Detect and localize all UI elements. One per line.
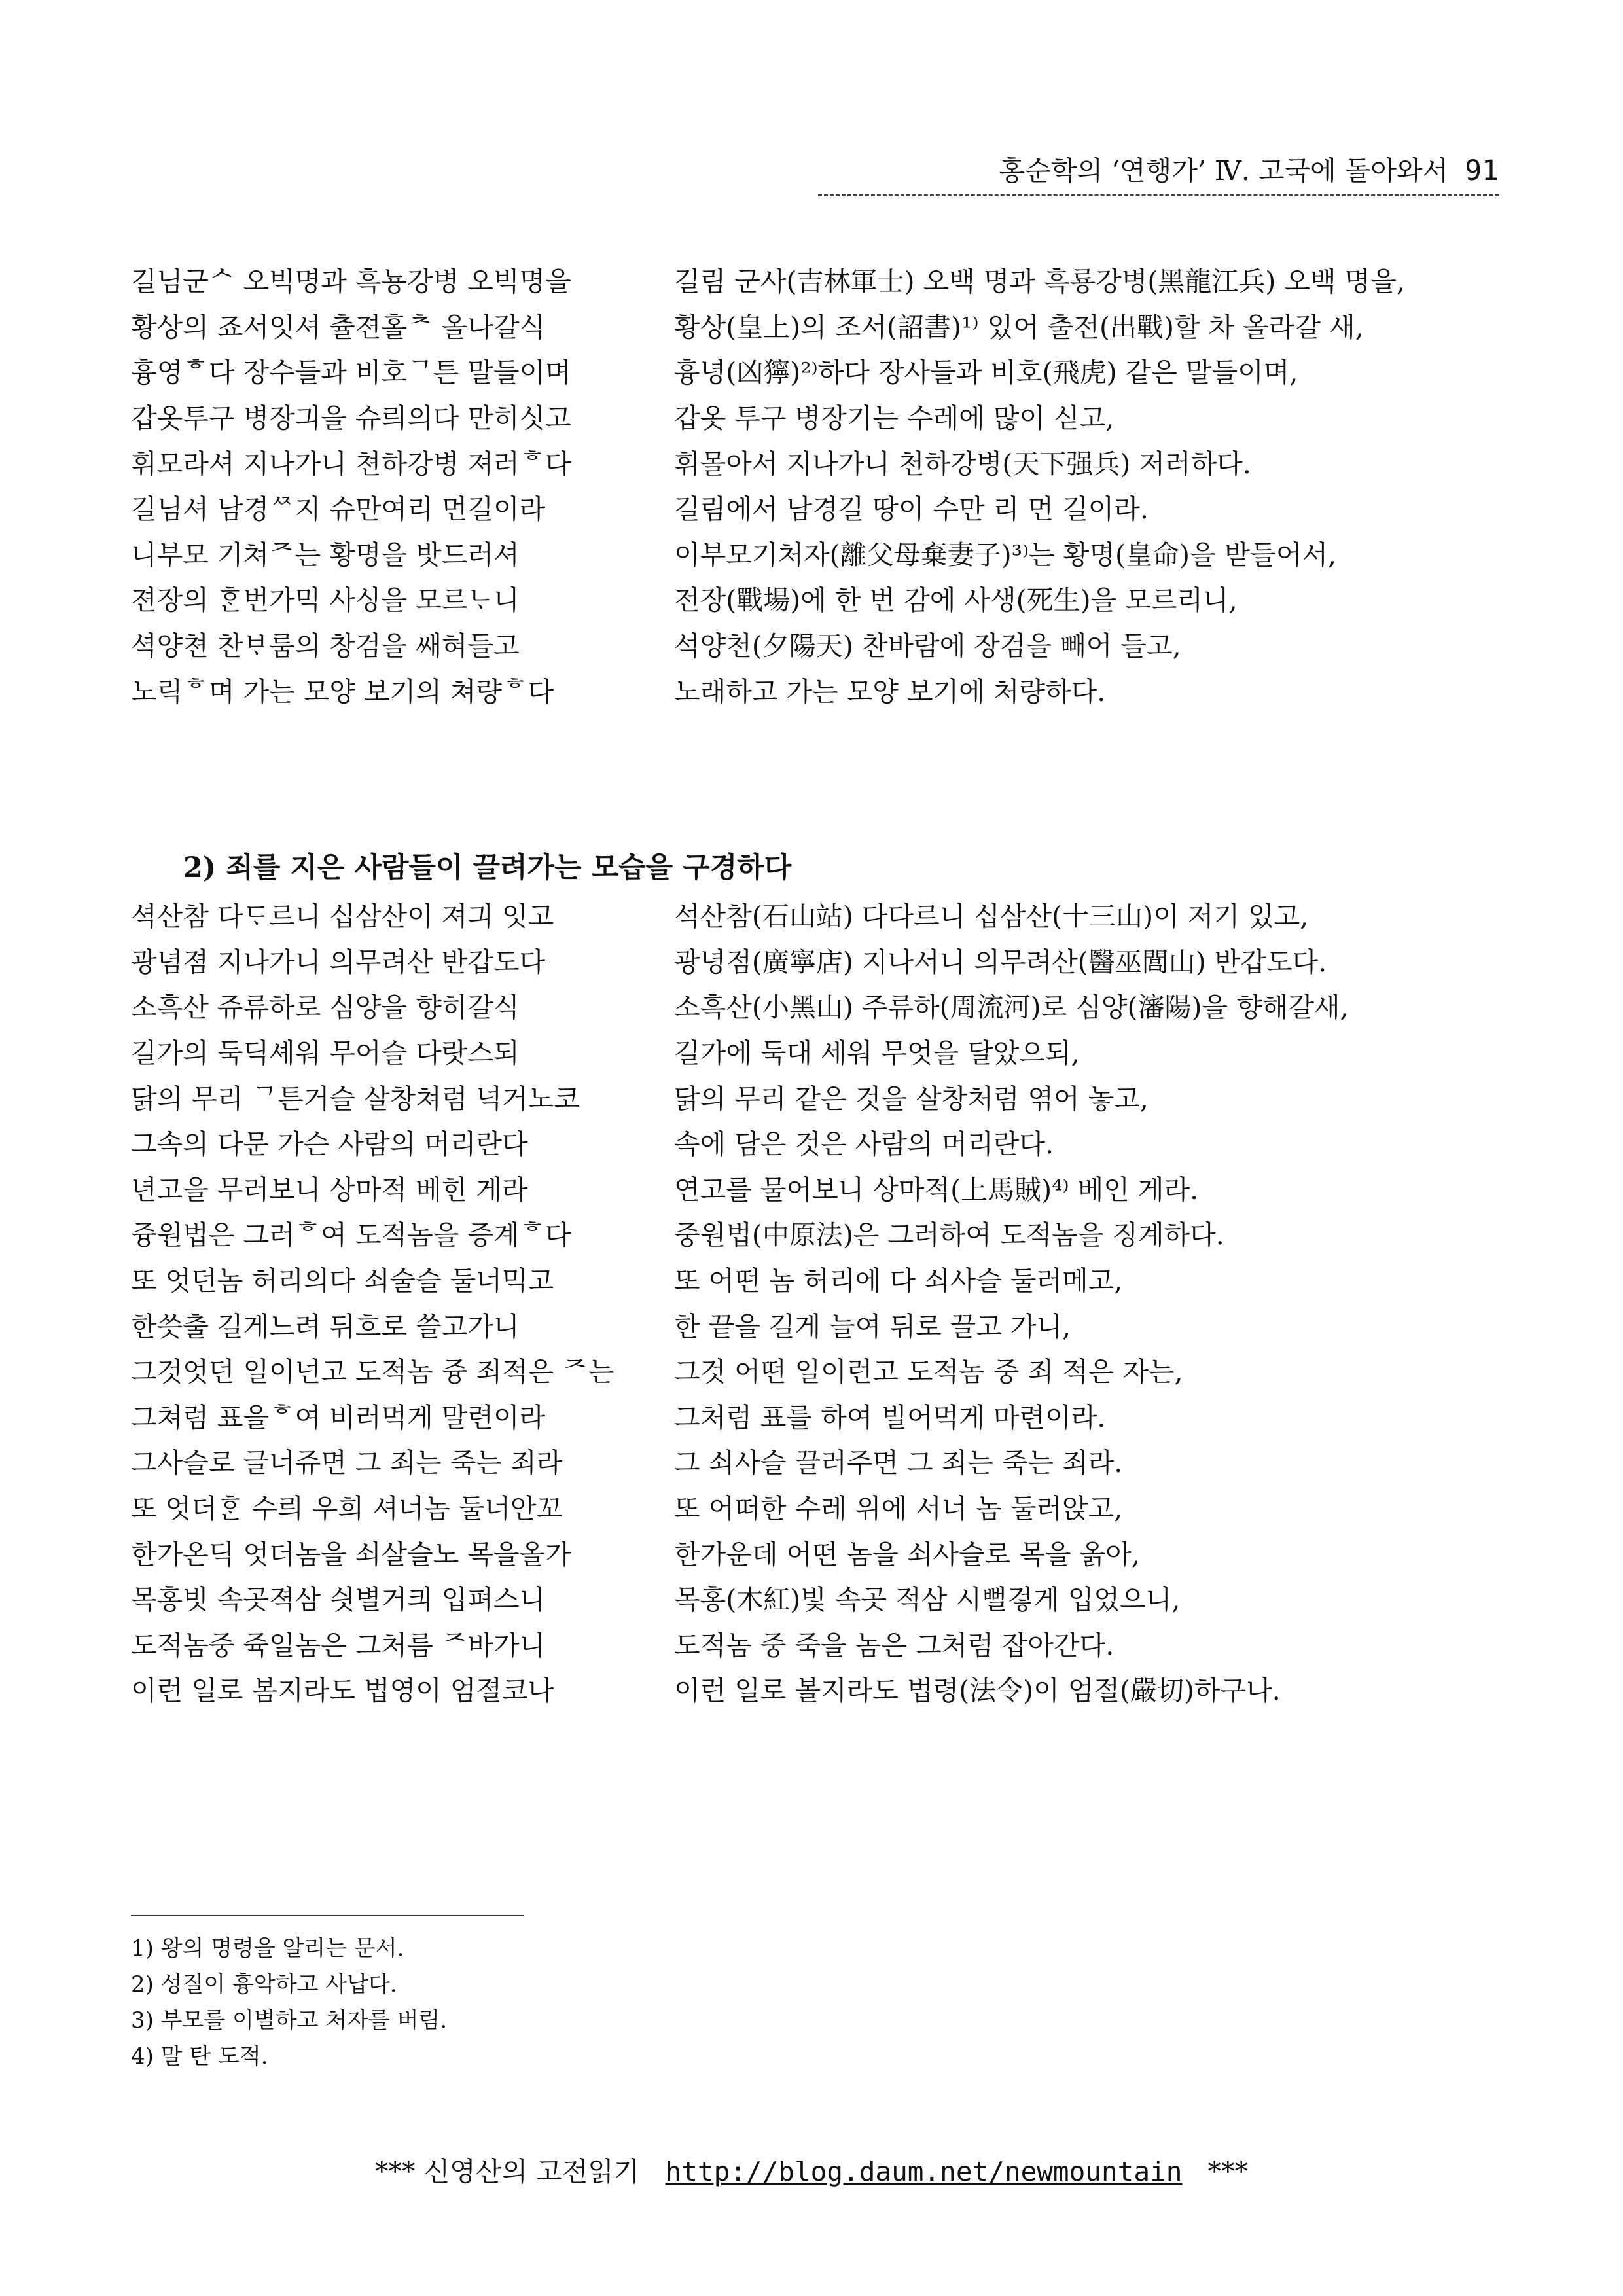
verse-line: [131, 1028, 1538, 1074]
modern-korean-text: 길가에 둑대 세워 무엇을 달았으되,: [674, 1037, 1080, 1069]
modern-korean-text: 갑옷 투구 병장기는 수레에 많이 싣고,: [674, 403, 1115, 435]
old-korean-text: 길님군ᄉ 오빅명과 흑뇽강병 오빅명을: [131, 266, 571, 298]
verse-line: [131, 575, 1538, 621]
old-korean-text: 니부모 기쳐ᄌ는 황명을 밧드러셔: [131, 539, 520, 571]
verse-line: [131, 484, 1538, 530]
modern-korean-text: 목홍(木紅)빛 속곳 적삼 시뻘겋게 입었으니,: [674, 1584, 1181, 1616]
footnote: 2) 성질이 흉악하고 사납다.: [131, 1971, 397, 1998]
modern-korean-text: 한 끝을 길게 늘여 뒤로 끌고 가니,: [674, 1310, 1071, 1342]
old-korean-text: 그사슬로 글너쥬면 그 죄는 죽는 죄라: [131, 1447, 563, 1479]
verse-line: [131, 1575, 1538, 1621]
verse-line: [131, 1301, 1538, 1347]
modern-korean-text: 중원법(中原法)은 그러하여 도적놈을 징계하다.: [674, 1219, 1224, 1251]
verse-line: [131, 1393, 1538, 1439]
verse-line: [131, 1484, 1538, 1530]
verse-line: [131, 666, 1538, 712]
modern-korean-text: 닭의 무리 같은 것을 살창처럼 엮어 놓고,: [674, 1083, 1149, 1115]
modern-korean-text: 휘몰아서 지나가니 천하강병(天下强兵) 저러하다.: [674, 448, 1251, 480]
old-korean-text: 휘모라셔 지나가니 쳔하강병 져러ᄒ다: [131, 448, 571, 480]
verse-line: [131, 393, 1538, 439]
modern-korean-text: 길림에서 남경길 땅이 수만 리 먼 길이라.: [674, 493, 1149, 526]
page-footer: [0, 2150, 1623, 2189]
footnote: 1) 왕의 명령을 알리는 문서.: [131, 1935, 404, 1962]
modern-korean-text: 그것 어떤 일이런고 도적놈 중 죄 적은 자는,: [674, 1356, 1183, 1388]
verse-line: [131, 1210, 1538, 1256]
verse-line: [131, 439, 1538, 484]
verse-line: [131, 1347, 1538, 1393]
old-korean-text: 한가온딕 엇더놈을 쇠살슬노 목을올가: [131, 1538, 571, 1570]
verse-line: [131, 1073, 1538, 1119]
old-korean-text: 젼장의 ᄒᆞᆫ번가믹 사싱을 모르ᄂᆞ니: [131, 584, 520, 617]
old-korean-text: 그속의 다문 가슨 사람의 머리란다: [131, 1128, 528, 1160]
old-korean-text: 목홍빗 속곳젹삼 싓별거킈 입펴스니: [131, 1584, 546, 1616]
header-dashed-rule: [818, 194, 1499, 196]
blog-link[interactable]: http://blog.daum.net/newmountain: [665, 2156, 1183, 2187]
verse-line: [131, 348, 1538, 393]
modern-korean-text: 전장(戰場)에 한 번 감에 사생(死生)을 모르리니,: [674, 584, 1238, 617]
verse-line: [131, 982, 1538, 1028]
footer-label: *** 신영산의 고전읽기: [375, 2156, 640, 2187]
modern-korean-text: 길림 군사(吉林軍士) 오백 명과 흑룡강병(黑龍江兵) 오백 명을,: [674, 266, 1405, 298]
modern-korean-text: 속에 담은 것은 사람의 머리란다.: [674, 1128, 1054, 1160]
section-heading: 2) 죄를 지은 사람들이 끌려가는 모습을 구경하다: [183, 852, 792, 884]
verse-line: [131, 1438, 1538, 1484]
old-korean-text: 흉영ᄒ다 장수들과 비호ᄀ튼 말들이며: [131, 357, 571, 389]
old-korean-text: 황상의 죠서잇셔 츌젼홀ᄎ 올나갈식: [131, 311, 546, 343]
verse-line: [131, 621, 1538, 667]
old-korean-text: 또 엇던놈 허리의다 쇠술슬 둘너믹고: [131, 1265, 554, 1297]
old-korean-text: 즁원법은 그러ᄒ여 도적놈을 증계ᄒ다: [131, 1219, 571, 1251]
modern-korean-text: 이부모기처자(離父母棄妻子)³⁾는 황명(皇命)을 받들어서,: [674, 539, 1337, 571]
modern-korean-text: 소흑산(小黑山) 주류하(周流河)로 심양(瀋陽)을 향해갈새,: [674, 992, 1349, 1024]
old-korean-text: 도적놈중 쥭일놈은 그처름 ᄌ바가니: [131, 1629, 546, 1661]
modern-korean-text: 석산참(石山站) 다다르니 십삼산(十三山)이 저기 있고,: [674, 901, 1309, 933]
modern-korean-text: 그 쇠사슬 끌러주면 그 죄는 죽는 죄라.: [674, 1447, 1123, 1479]
footnote-rule: [131, 1915, 524, 1916]
verse-line: [131, 1165, 1538, 1211]
verse-line: [131, 530, 1538, 576]
old-korean-text: 또 엇더ᄒᆞᆫ 수릐 우희 셔너놈 둘너안꼬: [131, 1493, 563, 1525]
footnote: 3) 부모를 이별하고 처자를 버림.: [131, 2007, 448, 2034]
modern-korean-text: 또 어떠한 수레 위에 서너 놈 둘러앉고,: [674, 1493, 1123, 1525]
modern-korean-text: 흉녕(凶獰)²⁾하다 장사들과 비호(飛虎) 같은 말들이며,: [674, 357, 1298, 389]
modern-korean-text: 연고를 물어보니 상마적(上馬賊)⁴⁾ 베인 게라.: [674, 1174, 1199, 1206]
verse-block-2: [131, 891, 1538, 1712]
modern-korean-text: 도적놈 중 죽을 놈은 그처럼 잡아간다.: [674, 1629, 1115, 1661]
verse-line: [131, 1529, 1538, 1575]
modern-korean-text: 석양천(夕陽天) 찬바람에 장검을 빼어 들고,: [674, 630, 1181, 662]
verse-line: [131, 1256, 1538, 1302]
verse-line: [131, 302, 1538, 348]
page-number: 91: [1465, 154, 1499, 187]
verse-line: [131, 891, 1538, 937]
old-korean-text: 길님셔 남경ᄶ지 슈만여리 먼길이라: [131, 493, 546, 526]
footnotes: [131, 1931, 916, 2075]
old-korean-text: 노릭ᄒ며 가는 모양 보기의 쳐량ᄒ다: [131, 675, 554, 708]
modern-korean-text: 그처럼 표를 하여 빌어먹게 마련이라.: [674, 1401, 1106, 1433]
verse-line: [131, 1119, 1538, 1165]
modern-korean-text: 이런 일로 볼지라도 법령(法令)이 엄절(嚴切)하구나.: [674, 1675, 1281, 1707]
verse-line: [131, 257, 1538, 302]
modern-korean-text: 또 어떤 놈 허리에 다 쇠사슬 둘러메고,: [674, 1265, 1123, 1297]
old-korean-text: 갑옷투구 병장긔을 슈릐의다 만히싯고: [131, 403, 571, 435]
verse-line: [131, 1666, 1538, 1712]
old-korean-text: 년고을 무러보니 상마적 베힌 게라: [131, 1174, 528, 1206]
old-korean-text: 이런 일로 봄지라도 법영이 엄졀코나: [131, 1675, 554, 1707]
footer-stars: ***: [1207, 2156, 1248, 2187]
old-korean-text: 닭의 무리 ᄀ튼거슬 살창쳐럼 넉거노코: [131, 1083, 580, 1115]
modern-korean-text: 한가운데 어떤 놈을 쇠사슬로 목을 옭아,: [674, 1538, 1140, 1570]
modern-korean-text: 광녕점(廣寧店) 지나서니 의무려산(醫巫閭山) 반갑도다.: [674, 946, 1327, 978]
modern-korean-text: 노래하고 가는 모양 보기에 처량하다.: [674, 675, 1106, 708]
running-header: [818, 149, 1499, 188]
verse-line: [131, 1621, 1538, 1666]
old-korean-text: 셕산참 다ᄃᆞ르니 십삼산이 져긔 잇고: [131, 901, 554, 933]
old-korean-text: 그쳐럼 표을ᄒ여 비러먹게 말련이라: [131, 1401, 546, 1433]
modern-korean-text: 황상(皇上)의 조서(詔書)¹⁾ 있어 출전(出戰)할 차 올라갈 새,: [674, 311, 1364, 343]
footnote: 4) 말 탄 도적.: [131, 2043, 268, 2070]
old-korean-text: 그것엇던 일이넌고 도적놈 즁 죄적은 ᄌ는: [131, 1356, 615, 1388]
verse-block-1: [131, 257, 1538, 712]
old-korean-text: 소흑산 쥬류하로 심양을 향히갈식: [131, 992, 520, 1024]
header-title: 홍순학의 ‘연행가’ Ⅳ. 고국에 돌아와서: [999, 155, 1449, 187]
old-korean-text: 셕양쳔 찬ᄇᆞ룸의 창검을 쌔혀들고: [131, 630, 520, 662]
old-korean-text: 한씃출 길게느려 뒤흐로 쓸고가니: [131, 1310, 520, 1342]
old-korean-text: 광념졈 지나가니 의무려산 반갑도다: [131, 946, 546, 978]
verse-line: [131, 937, 1538, 983]
old-korean-text: 길가의 둑딕셰워 무어슬 다랏스되: [131, 1037, 520, 1069]
